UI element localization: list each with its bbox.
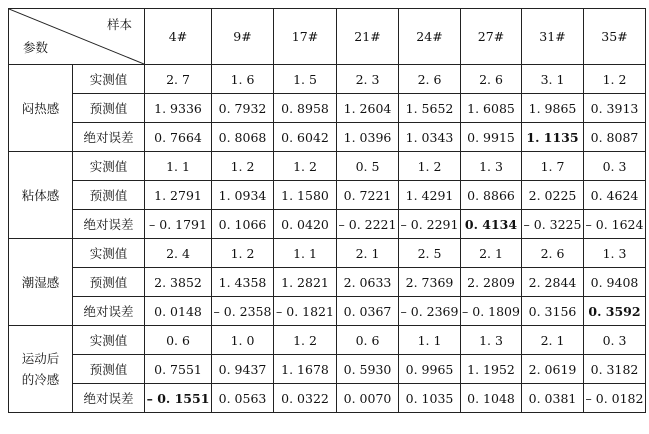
value-cell: 1. 1135	[522, 123, 584, 152]
value-cell: 3. 1	[522, 65, 584, 94]
value-cell: 0. 9408	[584, 268, 646, 297]
value-cell: 1. 5652	[399, 94, 461, 123]
row-type-label: 实测值	[73, 326, 145, 355]
table-container	[8, 8, 646, 413]
value-cell: 0. 0322	[274, 384, 337, 413]
parameter-group-label: 闷热感	[21, 100, 60, 116]
row-type-label: 预测值	[73, 268, 145, 297]
sample-header-cell: 24#	[399, 9, 461, 65]
value-cell: 1. 2	[212, 152, 274, 181]
sample-header-cell: 27#	[461, 9, 522, 65]
data-table	[8, 8, 646, 413]
value-cell: 0. 7932	[212, 94, 274, 123]
value-cell: 0. 9915	[461, 123, 522, 152]
value-cell: 0. 3	[584, 326, 646, 355]
value-cell: 2. 1	[337, 239, 399, 268]
value-cell: 0. 9965	[399, 355, 461, 384]
table-row	[9, 181, 646, 210]
value-cell: 1. 1	[399, 326, 461, 355]
value-cell: 2. 3	[337, 65, 399, 94]
value-cell: 0. 0420	[274, 210, 337, 239]
header-row	[9, 9, 646, 65]
parameter-group-cell	[9, 239, 73, 326]
value-cell: 1. 6	[212, 65, 274, 94]
value-cell: 2. 6	[461, 65, 522, 94]
row-type-label: 绝对误差	[73, 123, 145, 152]
table-row	[9, 152, 646, 181]
value-cell: 0. 5930	[337, 355, 399, 384]
value-cell: 0. 3182	[584, 355, 646, 384]
value-cell: 0. 6	[145, 326, 212, 355]
value-cell: 1. 5	[274, 65, 337, 94]
value-cell: 2. 0225	[522, 181, 584, 210]
value-cell: 2. 2809	[461, 268, 522, 297]
value-cell: 1. 7	[522, 152, 584, 181]
value-cell: 0. 1035	[399, 384, 461, 413]
sample-header-cell: 4#	[145, 9, 212, 65]
value-cell: 0. 3913	[584, 94, 646, 123]
sample-header-cell: 9#	[212, 9, 274, 65]
value-cell: 0. 3	[584, 152, 646, 181]
sample-header-cell: 17#	[274, 9, 337, 65]
value-cell: 0. 8866	[461, 181, 522, 210]
value-cell: 1. 4358	[212, 268, 274, 297]
value-cell: 0. 8068	[212, 123, 274, 152]
value-cell: 2. 0619	[522, 355, 584, 384]
value-cell: 0. 7551	[145, 355, 212, 384]
value-cell: 2. 3852	[145, 268, 212, 297]
row-type-label: 实测值	[73, 152, 145, 181]
value-cell: – 0. 2358	[212, 297, 274, 326]
row-type-label: 预测值	[73, 94, 145, 123]
row-type-label: 预测值	[73, 355, 145, 384]
value-cell: 0. 0367	[337, 297, 399, 326]
table-body	[9, 65, 646, 413]
value-cell: 1. 9336	[145, 94, 212, 123]
value-cell: – 0. 1809	[461, 297, 522, 326]
value-cell: 0. 4624	[584, 181, 646, 210]
row-type-label: 实测值	[73, 239, 145, 268]
row-type-label: 绝对误差	[73, 384, 145, 413]
value-cell: 1. 2	[399, 152, 461, 181]
row-type-label: 绝对误差	[73, 297, 145, 326]
value-cell: 0. 1066	[212, 210, 274, 239]
value-cell: 2. 6	[399, 65, 461, 94]
value-cell: 0. 0563	[212, 384, 274, 413]
value-cell: 0. 1048	[461, 384, 522, 413]
value-cell: 0. 3592	[584, 297, 646, 326]
value-cell: 2. 6	[522, 239, 584, 268]
value-cell: 2. 5	[399, 239, 461, 268]
table-row	[9, 355, 646, 384]
value-cell: 2. 7	[145, 65, 212, 94]
value-cell: 0. 6042	[274, 123, 337, 152]
value-cell: 1. 4291	[399, 181, 461, 210]
value-cell: 0. 3156	[522, 297, 584, 326]
table-row	[9, 297, 646, 326]
row-type-label: 绝对误差	[73, 210, 145, 239]
value-cell: 2. 7369	[399, 268, 461, 297]
parameter-group-label: 潮湿感	[21, 274, 60, 290]
value-cell: 0. 6	[337, 326, 399, 355]
value-cell: – 0. 1624	[584, 210, 646, 239]
corner-sample-label: 样本	[106, 17, 132, 32]
table-row	[9, 384, 646, 413]
table-row	[9, 123, 646, 152]
value-cell: 1. 9865	[522, 94, 584, 123]
corner-parameter-label: 参数	[23, 40, 49, 55]
value-cell: – 0. 1551	[145, 384, 212, 413]
value-cell: 2. 1	[461, 239, 522, 268]
value-cell: 0. 8087	[584, 123, 646, 152]
value-cell: 1. 0343	[399, 123, 461, 152]
value-cell: 1. 0396	[337, 123, 399, 152]
sample-header-cell: 35#	[584, 9, 646, 65]
parameter-group-label: 运动后	[21, 351, 60, 366]
value-cell: 1. 1	[274, 239, 337, 268]
value-cell: 2. 0633	[337, 268, 399, 297]
value-cell: 1. 1678	[274, 355, 337, 384]
table-row	[9, 268, 646, 297]
table-row	[9, 65, 646, 94]
value-cell: 0. 9437	[212, 355, 274, 384]
row-type-label: 实测值	[73, 65, 145, 94]
table-row	[9, 326, 646, 355]
value-cell: 1. 6085	[461, 94, 522, 123]
value-cell: 1. 1952	[461, 355, 522, 384]
parameter-group-cell	[9, 65, 73, 152]
value-cell: 0. 8958	[274, 94, 337, 123]
parameter-group-label: 粘体感	[21, 187, 60, 203]
value-cell: 0. 7664	[145, 123, 212, 152]
value-cell: 1. 2604	[337, 94, 399, 123]
parameter-group-cell	[9, 152, 73, 239]
value-cell: 1. 2	[274, 152, 337, 181]
value-cell: 0. 5	[337, 152, 399, 181]
sample-header-cell: 21#	[337, 9, 399, 65]
value-cell: 0. 7221	[337, 181, 399, 210]
value-cell: 1. 1580	[274, 181, 337, 210]
parameter-group-label: 的冷感	[21, 372, 60, 387]
value-cell: 1. 2791	[145, 181, 212, 210]
value-cell: 1. 2821	[274, 268, 337, 297]
value-cell: 2. 1	[522, 326, 584, 355]
value-cell: 0. 0148	[145, 297, 212, 326]
value-cell: 0. 0381	[522, 384, 584, 413]
value-cell: – 0. 0182	[584, 384, 646, 413]
value-cell: – 0. 2221	[337, 210, 399, 239]
value-cell: 0. 0070	[337, 384, 399, 413]
value-cell: – 0. 2369	[399, 297, 461, 326]
value-cell: 1. 3	[461, 326, 522, 355]
value-cell: – 0. 3225	[522, 210, 584, 239]
parameter-group-cell	[9, 326, 73, 413]
value-cell: 1. 0	[212, 326, 274, 355]
value-cell: 2. 2844	[522, 268, 584, 297]
row-type-label: 预测值	[73, 181, 145, 210]
table-row	[9, 94, 646, 123]
value-cell: 2. 4	[145, 239, 212, 268]
table-row	[9, 210, 646, 239]
value-cell: 1. 3	[584, 239, 646, 268]
table-row	[9, 239, 646, 268]
value-cell: – 0. 2291	[399, 210, 461, 239]
value-cell: 0. 4134	[461, 210, 522, 239]
value-cell: 1. 2	[212, 239, 274, 268]
sample-header-cell: 31#	[522, 9, 584, 65]
corner-header-cell	[9, 9, 145, 65]
value-cell: 1. 2	[584, 65, 646, 94]
value-cell: 1. 1	[145, 152, 212, 181]
value-cell: 1. 3	[461, 152, 522, 181]
value-cell: 1. 2	[274, 326, 337, 355]
value-cell: 1. 0934	[212, 181, 274, 210]
value-cell: – 0. 1821	[274, 297, 337, 326]
value-cell: – 0. 1791	[145, 210, 212, 239]
